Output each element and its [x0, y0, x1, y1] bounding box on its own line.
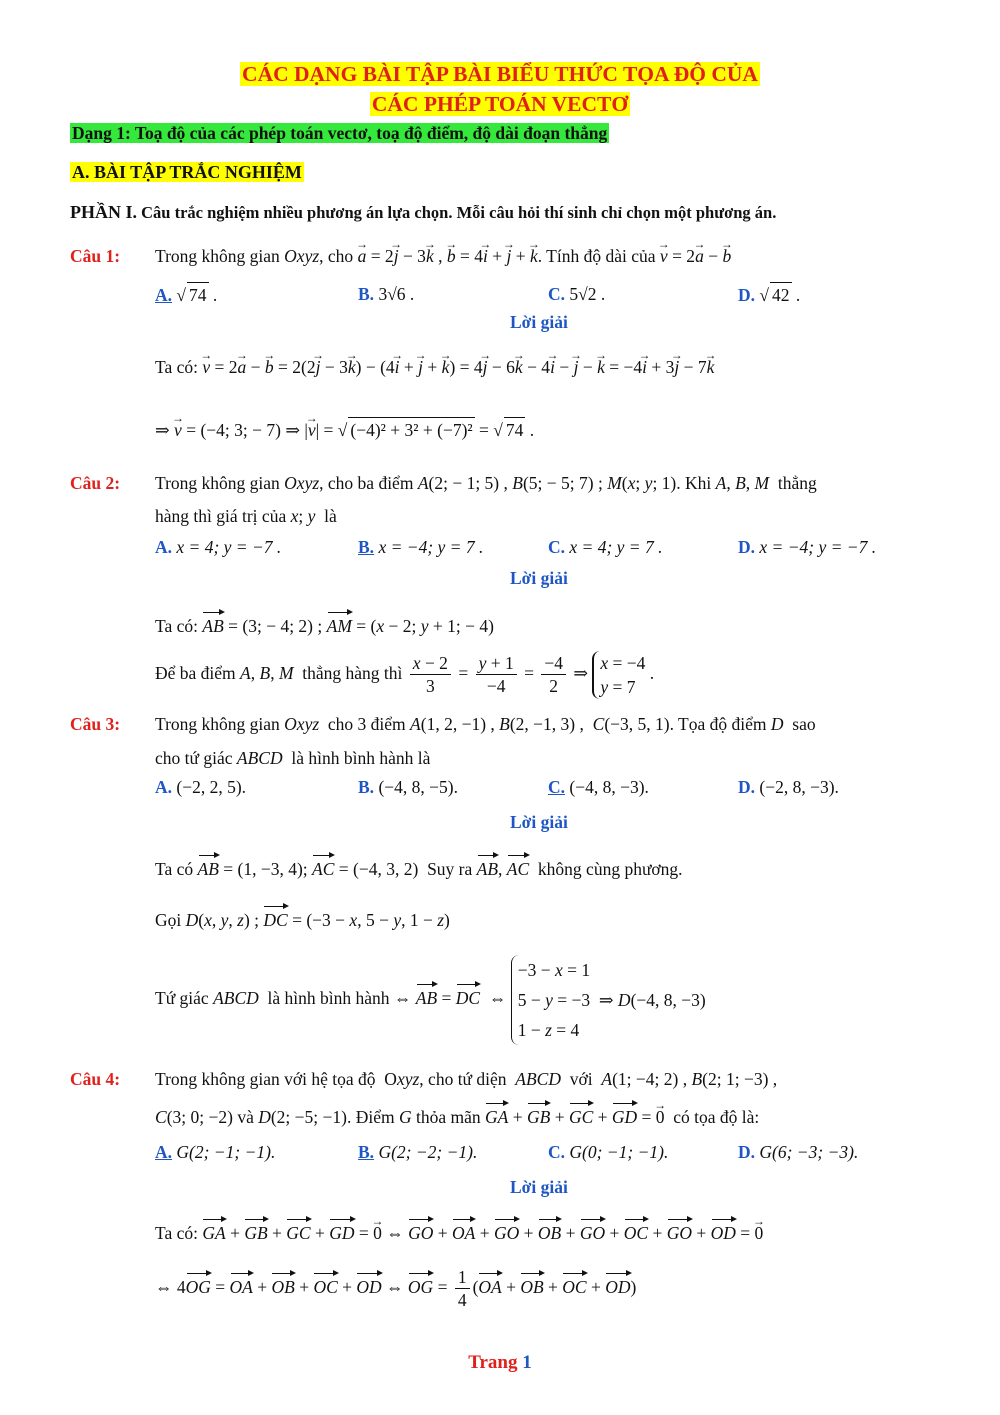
- question-3-solution-line2: Gọi D(x, y, z) ; DC = (−3 − x, 5 − y, 1 − z): [155, 906, 450, 932]
- question-4-solution-label: Lời giải: [510, 1177, 568, 1197]
- question-1-solution-line2: ⇒ → v = (−4; 3; − 7) ⇒ |→ v| = √ (−4)² + 3² + (−7)² = √ 74 .: [155, 417, 534, 442]
- question-4-text-line2: C(3; 0; −2) và D(2; −5; −1). Điểm G thỏa mãn GA + GB + GC + GD = → 0 có tọa độ là:: [155, 1103, 759, 1129]
- document-title-line1: CÁC DẠNG BÀI TẬP BÀI BIỂU THỨC TỌA ĐỘ CỦA: [242, 62, 758, 86]
- question-3-option-a[interactable]: A. (−2, 2, 5).: [155, 777, 247, 797]
- question-4-option-b[interactable]: B. G(2; −2; −1).: [358, 1142, 478, 1162]
- question-2-solution-line1: Ta có: AB = (3; − 4; 2) ; AM = (x − 2; y + 1; − 4): [155, 612, 494, 638]
- question-4-label: Câu 4:: [70, 1069, 121, 1089]
- question-1-solution-line1: Ta có: → v = 2→ a − → b = 2(2→ j − 3→ k) − (4→ i + → j + → k) = 4→ j − 6→ k − 4→ i − → j − → k = −4→ i + 3→ j − 7→ k: [155, 355, 714, 379]
- question-2-label: Câu 2:: [70, 473, 121, 493]
- question-3-solution-line1: Ta có AB = (1, −3, 4); AC = (−4, 3, 2) Suy ra AB, AC không cùng phương.: [155, 855, 683, 881]
- document-title-line2: CÁC PHÉP TOÁN VECTƠ: [371, 92, 629, 116]
- section-heading: A. BÀI TẬP TRẮC NGHIỆM: [72, 162, 302, 182]
- question-3-text-line2: cho tứ giác ABCD là hình bình hành là: [155, 748, 431, 768]
- question-3-solution-line3: Tứ giác ABCD là hình bình hành ⇔ AB = DC ⇔ −3 − x = 1 5 − y = −3 ⇒ D(−4, 8, −3) 1 − z = 4: [155, 952, 706, 1045]
- question-3-option-b[interactable]: B. (−4, 8, −5).: [358, 777, 458, 797]
- question-1-option-d[interactable]: D. √ 42 .: [738, 282, 800, 307]
- question-1-text: Trong không gian Oxyz, cho → a = 2→ j − 3→ k , → b = 4→ i + → j + → k. Tính độ dài của → v = 2→ a − → b: [155, 244, 731, 268]
- question-2-option-d[interactable]: D. x = −4; y = −7 .: [738, 537, 877, 557]
- question-2-option-a[interactable]: A. x = 4; y = −7 .: [155, 537, 282, 557]
- question-1-option-a[interactable]: A. √ 74 .: [155, 282, 217, 307]
- question-3-solution-label: Lời giải: [510, 812, 568, 832]
- question-4-solution-line1: Ta có: GA + GB + GC + GD = → 0 ⇔ GO + OA + GO + OB + GO + OC + GO + OD = → 0: [155, 1219, 763, 1245]
- question-4-option-a[interactable]: A. G(2; −1; −1).: [155, 1142, 276, 1162]
- question-3-text-line1: Trong không gian Oxyz cho 3 điểm A(1, 2, −1) , B(2, −1, 3) , C(−3, 5, 1). Tọa độ điểm D sao: [155, 714, 816, 734]
- question-4-text-line1: Trong không gian với hệ tọa độ Oxyz, cho tứ diện ABCD với A(1; −4; 2) , B(2; 1; −3) ,: [155, 1069, 778, 1089]
- question-2-option-c[interactable]: C. x = 4; y = 7 .: [548, 537, 663, 557]
- question-4-option-d[interactable]: D. G(6; −3; −3).: [738, 1142, 859, 1162]
- question-2-text-line2: hàng thì giá trị của x; y là: [155, 506, 337, 526]
- question-3-option-d[interactable]: D. (−2, 8, −3).: [738, 777, 839, 797]
- question-4-solution-line2: ⇔ 4OG = OA + OB + OC + OD ⇔ OG = $\frac{1}{4}$ (OA + OB + OC + OD): [155, 1267, 637, 1311]
- question-1-option-b[interactable]: B. 3√6 .: [358, 284, 415, 304]
- part-instruction: PHẦN I. Câu trắc nghiệm nhiều phương án lựa chọn. Mỗi câu hỏi thí sinh chỉ chọn một phương án.: [70, 202, 777, 222]
- question-1-option-c[interactable]: C. 5√2 .: [548, 284, 606, 304]
- question-2-solution-label: Lời giải: [510, 568, 568, 588]
- page-number: Trang 1: [468, 1352, 532, 1373]
- question-4-option-c[interactable]: C. G(0; −1; −1).: [548, 1142, 669, 1162]
- question-3-label: Câu 3:: [70, 714, 121, 734]
- question-1-label: Câu 1:: [70, 246, 121, 266]
- question-1-solution-label: Lời giải: [510, 312, 568, 332]
- question-2-text-line1: Trong không gian Oxyz, cho ba điểm A(2; − 1; 5) , B(5; − 5; 7) ; M(x; y; 1). Khi A, B, M thẳng: [155, 473, 817, 493]
- topic-heading: Dạng 1: Toạ độ của các phép toán vectơ, toạ độ điểm, độ dài đoạn thẳng: [72, 123, 608, 143]
- question-2-solution-line2: Để ba điểm A, B, M thẳng hàng thì $\frac{x - 2}{3}$ = $\frac{y + 1}{-4}$ = $\frac{-4}{2}$ ⇒ x = −4 y = 7 .: [155, 652, 655, 697]
- question-2-option-b[interactable]: B. x = −4; y = 7 .: [358, 537, 484, 557]
- question-3-option-c[interactable]: C. (−4, 8, −3).: [548, 777, 649, 797]
